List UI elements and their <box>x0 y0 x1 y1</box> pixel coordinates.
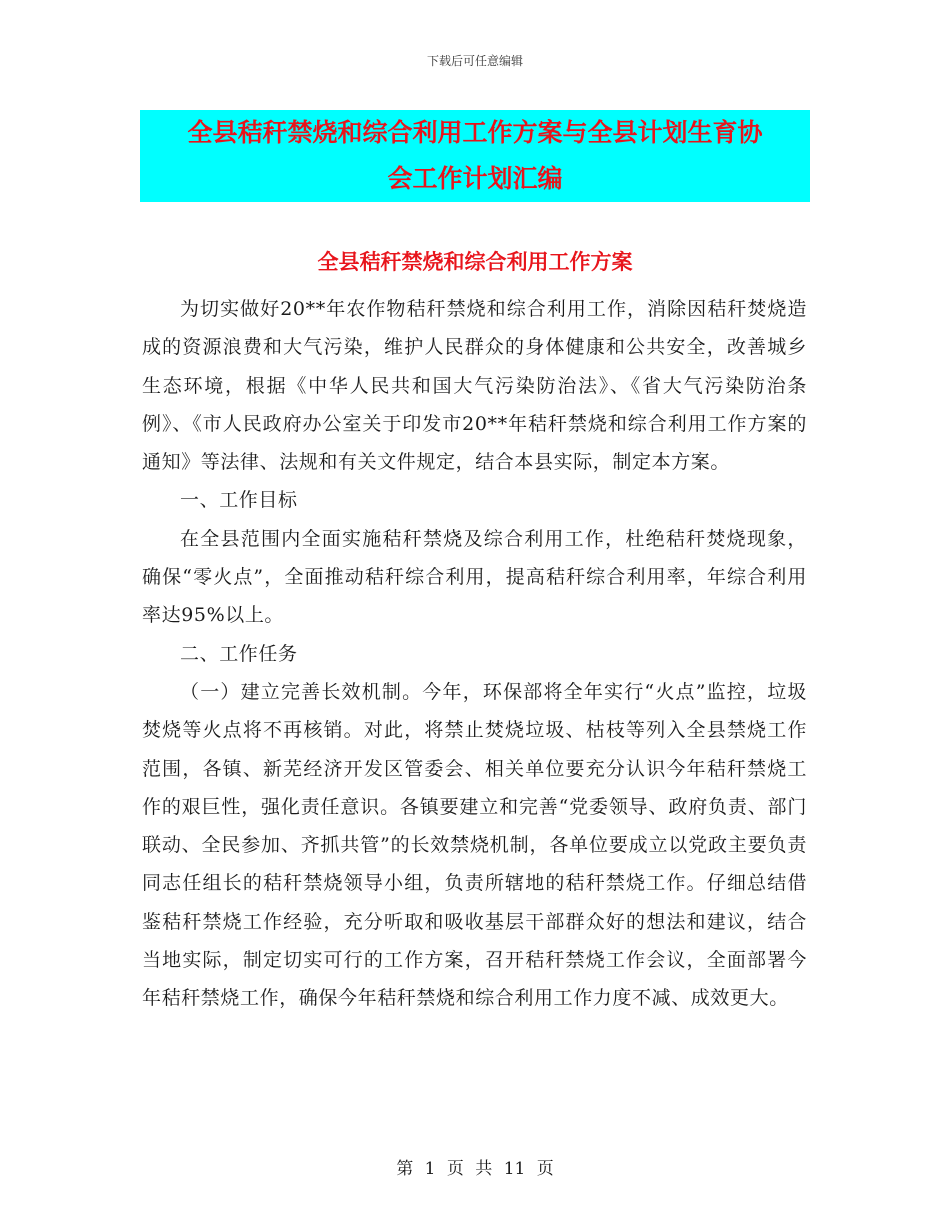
header-note: 下载后可任意编辑 <box>426 54 523 68</box>
document-body <box>142 290 807 1018</box>
paragraph-intro: 为切实做好20**年农作物秸秆禁烧和综合利用工作，消除因秸秆焚烧造成的资源浪费和大气污染，维护人民群众的身体健康和公共安全，改善城乡生态环境，根据《中华人民共和国大气污染防治法》、《省大气污染防治条例》、《市人民政府办公室关于印发市20**年秸秆禁烧和综合利用工作方案的通知》等法律、法规和有关文件规定，结合本县实际，制定本方案。 <box>142 298 807 474</box>
paragraph-mechanism: （一）建立完善长效机制。今年，环保部将全年实行“火点”监控，垃圾焚烧等火点将不再核销。对此，将禁止焚烧垃圾、枯枝等列入全县禁烧工作范围，各镇、新芜经济开发区管委会、相关单位要充分认识今年秸秆禁烧工作的艰巨性，强化责任意识。各镇要建立和完善“党委领导、政府负责、部门联动、全民参加、齐抓共管”的长效禁烧机制，各单位要成立以党政主要负责同志任组长的秸秆禁烧领导小组，负责所辖地的秸秆禁烧工作。仔细总结借鉴秸秆禁烧工作经验，充分听取和吸收基层干部群众好的想法和建议，结合当地实际，制定切实可行的工作方案，召开秸秆禁烧工作会议，全面部署今年秸秆禁烧工作，确保今年秸秆禁烧和综合利用工作力度不减、成效更大。 <box>142 680 807 1010</box>
document-title <box>140 110 810 202</box>
document-title-line-1-text: 全县秸秆禁烧和综合利用工作方案与全县计划生育协 <box>187 118 763 147</box>
heading-work-tasks: 二、工作任务 <box>180 642 298 665</box>
heading-work-goals: 一、工作目标 <box>180 489 298 512</box>
section-title: 全县秸秆禁烧和综合利用工作方案 <box>317 250 633 274</box>
document-title-line-1 <box>140 110 810 156</box>
document-title-line-2 <box>140 156 810 202</box>
page-number-footer: 第 1 页 共 11 页 <box>396 1159 554 1179</box>
paragraph-work-goals: 在全县范围内全面实施秸秆禁烧及综合利用工作，杜绝秸秆焚烧现象，确保“零火点”，全面推动秸秆综合利用，提高秸秆综合利用率，年综合利用率达95%以上。 <box>142 527 807 627</box>
document-title-line-2-text: 会工作计划汇编 <box>387 164 563 193</box>
